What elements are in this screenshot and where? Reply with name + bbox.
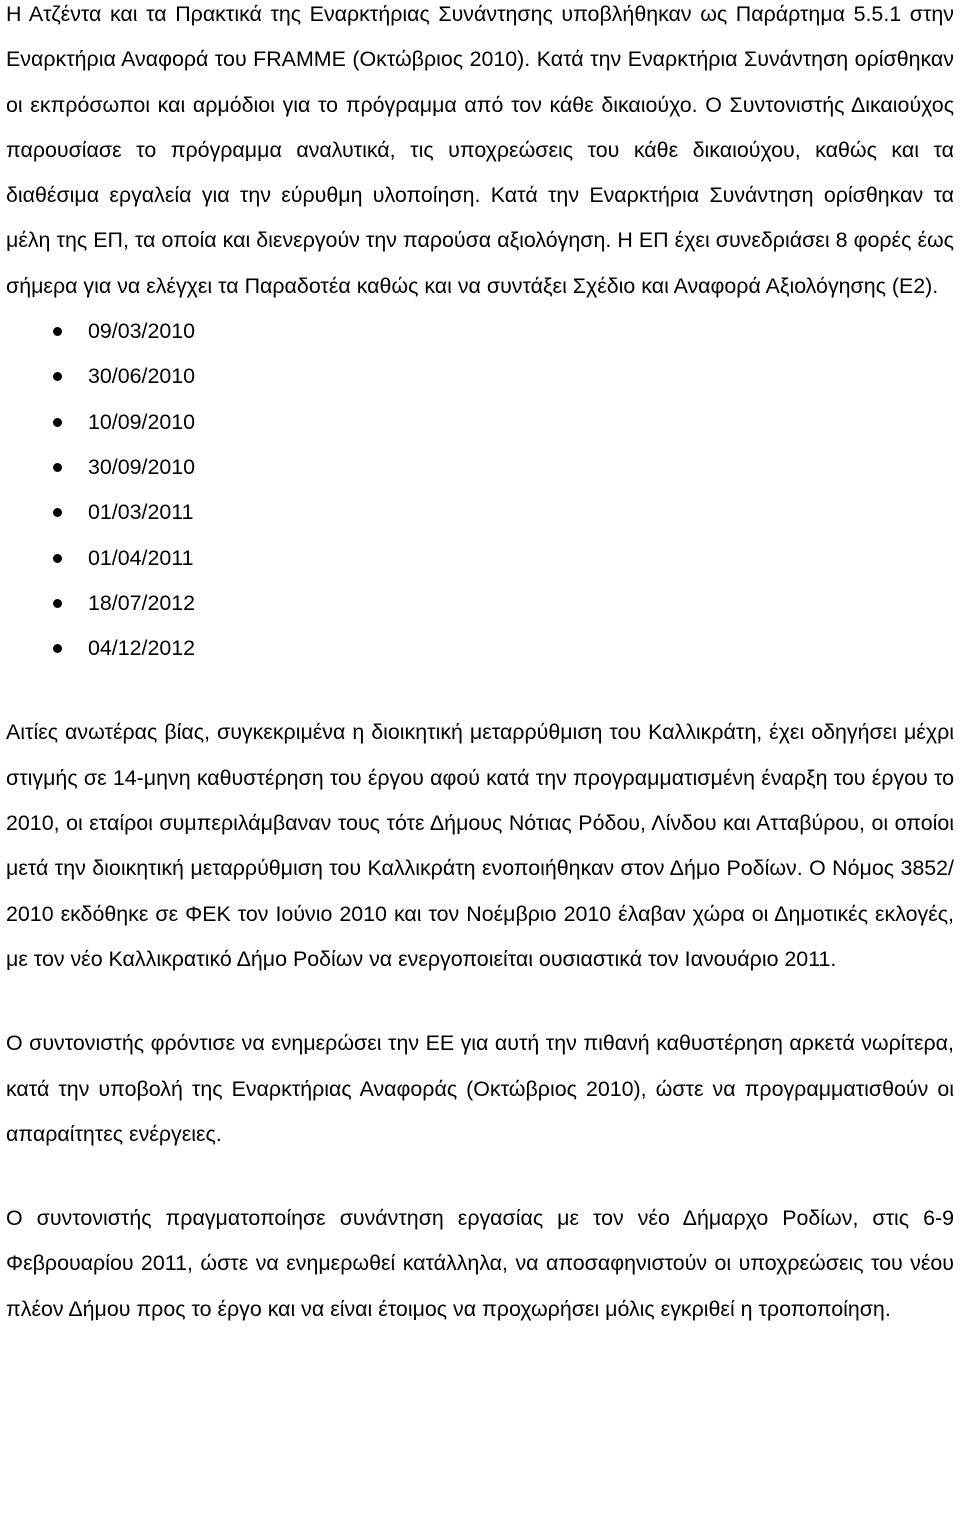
bullet-icon [53, 599, 62, 608]
document-page [6, 0, 954, 1332]
meeting-date: 01/03/2011 [88, 500, 194, 525]
spacer [6, 1157, 954, 1196]
meeting-date: 09/03/2010 [88, 319, 196, 344]
bullet-icon [53, 508, 62, 517]
paragraph-inception-meeting: Η Ατζέντα και τα Πρακτικά της Εναρκτήριας Συνάντησης υποβλήθηκαν ως Παράρτημα 5.5.1 στην Εναρκτήρια Αναφορά του FRAMME (Οκτώβριος 2010). Κατά την Εναρκτήρια Συνάντηση ορίσθηκαν οι εκπρόσωποι και αρμόδιοι για το πρόγραμμα από τον κάθε δικαιούχο. Ο Συντονιστής Δικαιούχος παρουσίασε το πρόγραμμα αναλυτικά, τις υποχρεώσεις του κάθε δικαιούχου, καθώς και τα διαθέσιμα εργαλεία για την εύρυθμη υλοποίηση. Κατά την Εναρκτήρια Συνάντηση ορίσθηκαν τα μέλη της ΕΠ, τα οποία και διενεργούν την παρούσα αξιολόγηση. Η ΕΠ έχει συνεδριάσει 8 φορές έως σήμερα για να ελέγχει τα Παραδοτέα καθώς και να συντάξει Σχέδιο και Αναφορά Αξιολόγησης (Ε2). [6, 2, 954, 298]
meeting-date: 01/04/2011 [88, 545, 194, 570]
bullet-icon [53, 463, 62, 472]
bullet-icon [53, 554, 62, 563]
list-item [6, 536, 954, 581]
paragraph-coordinator-notice: Ο συντονιστής φρόντισε να ενημερώσει την ΕΕ για αυτή την πιθανή καθυστέρηση αρκετά νωρίτερα, κατά την υποβολή της Εναρκτήριας Αναφοράς (Οκτώβριος 2010), ώστε να προγραμματισθούν οι απαραίτητες ενέργειες. [6, 1031, 954, 1146]
spacer [6, 982, 954, 1021]
meeting-date: 30/06/2010 [88, 364, 196, 389]
list-item [6, 354, 954, 399]
list-item [6, 490, 954, 535]
meeting-date: 10/09/2010 [88, 409, 196, 434]
meeting-date: 18/07/2012 [88, 590, 196, 615]
bullet-icon [53, 644, 62, 653]
list-item [6, 626, 954, 671]
bullet-icon [53, 327, 62, 336]
meeting-date: 04/12/2012 [88, 636, 196, 661]
list-item [6, 445, 954, 490]
spacer [6, 671, 954, 710]
paragraph-coordinator-meeting: Ο συντονιστής πραγματοποίησε συνάντηση εργασίας με τον νέο Δήμαρχο Ροδίων, στις 6-9 Φεβρουαρίου 2011, ώστε να ενημερωθεί κατάλληλα, να αποσαφηνιστούν οι υποχρεώσεις του νέου πλέον Δήμου προς το έργο και να είναι έτοιμος να προχωρήσει μόλις εγκριθεί η τροποποίηση. [6, 1206, 954, 1321]
bullet-icon [53, 418, 62, 427]
bullet-icon [53, 372, 62, 381]
meeting-dates-list [6, 309, 954, 671]
list-item [6, 309, 954, 354]
paragraph-force-majeure: Αιτίες ανωτέρας βίας, συγκεκριμένα η διοικητική μεταρρύθμιση του Καλλικράτη, έχει οδηγήσει μέχρι στιγμής σε 14-μηνη καθυστέρηση του έργου αφού κατά την προγραμματισμένη έναρξη του έργου το 2010, οι εταίροι συμπεριλάμβαναν τους τότε Δήμους Νότιας Ρόδου, Λίνδου και Ατταβύρου, οι οποίοι μετά την διοικητική μεταρρύθμιση του Καλλικράτη ενοποιήθηκαν στον Δήμο Ροδίων. Ο Νόμος 3852/ 2010 εκδόθηκε σε ΦΕΚ τον Ιούνιο 2010 και τον Νοέμβριο 2010 έλαβαν χώρα οι Δημοτικές εκλογές, με τον νέο Καλλικρατικό Δήμο Ροδίων να ενεργοποιείται ουσιαστικά τον Ιανουάριο 2011. [6, 720, 954, 971]
list-item [6, 400, 954, 445]
list-item [6, 581, 954, 626]
meeting-date: 30/09/2010 [88, 454, 196, 479]
